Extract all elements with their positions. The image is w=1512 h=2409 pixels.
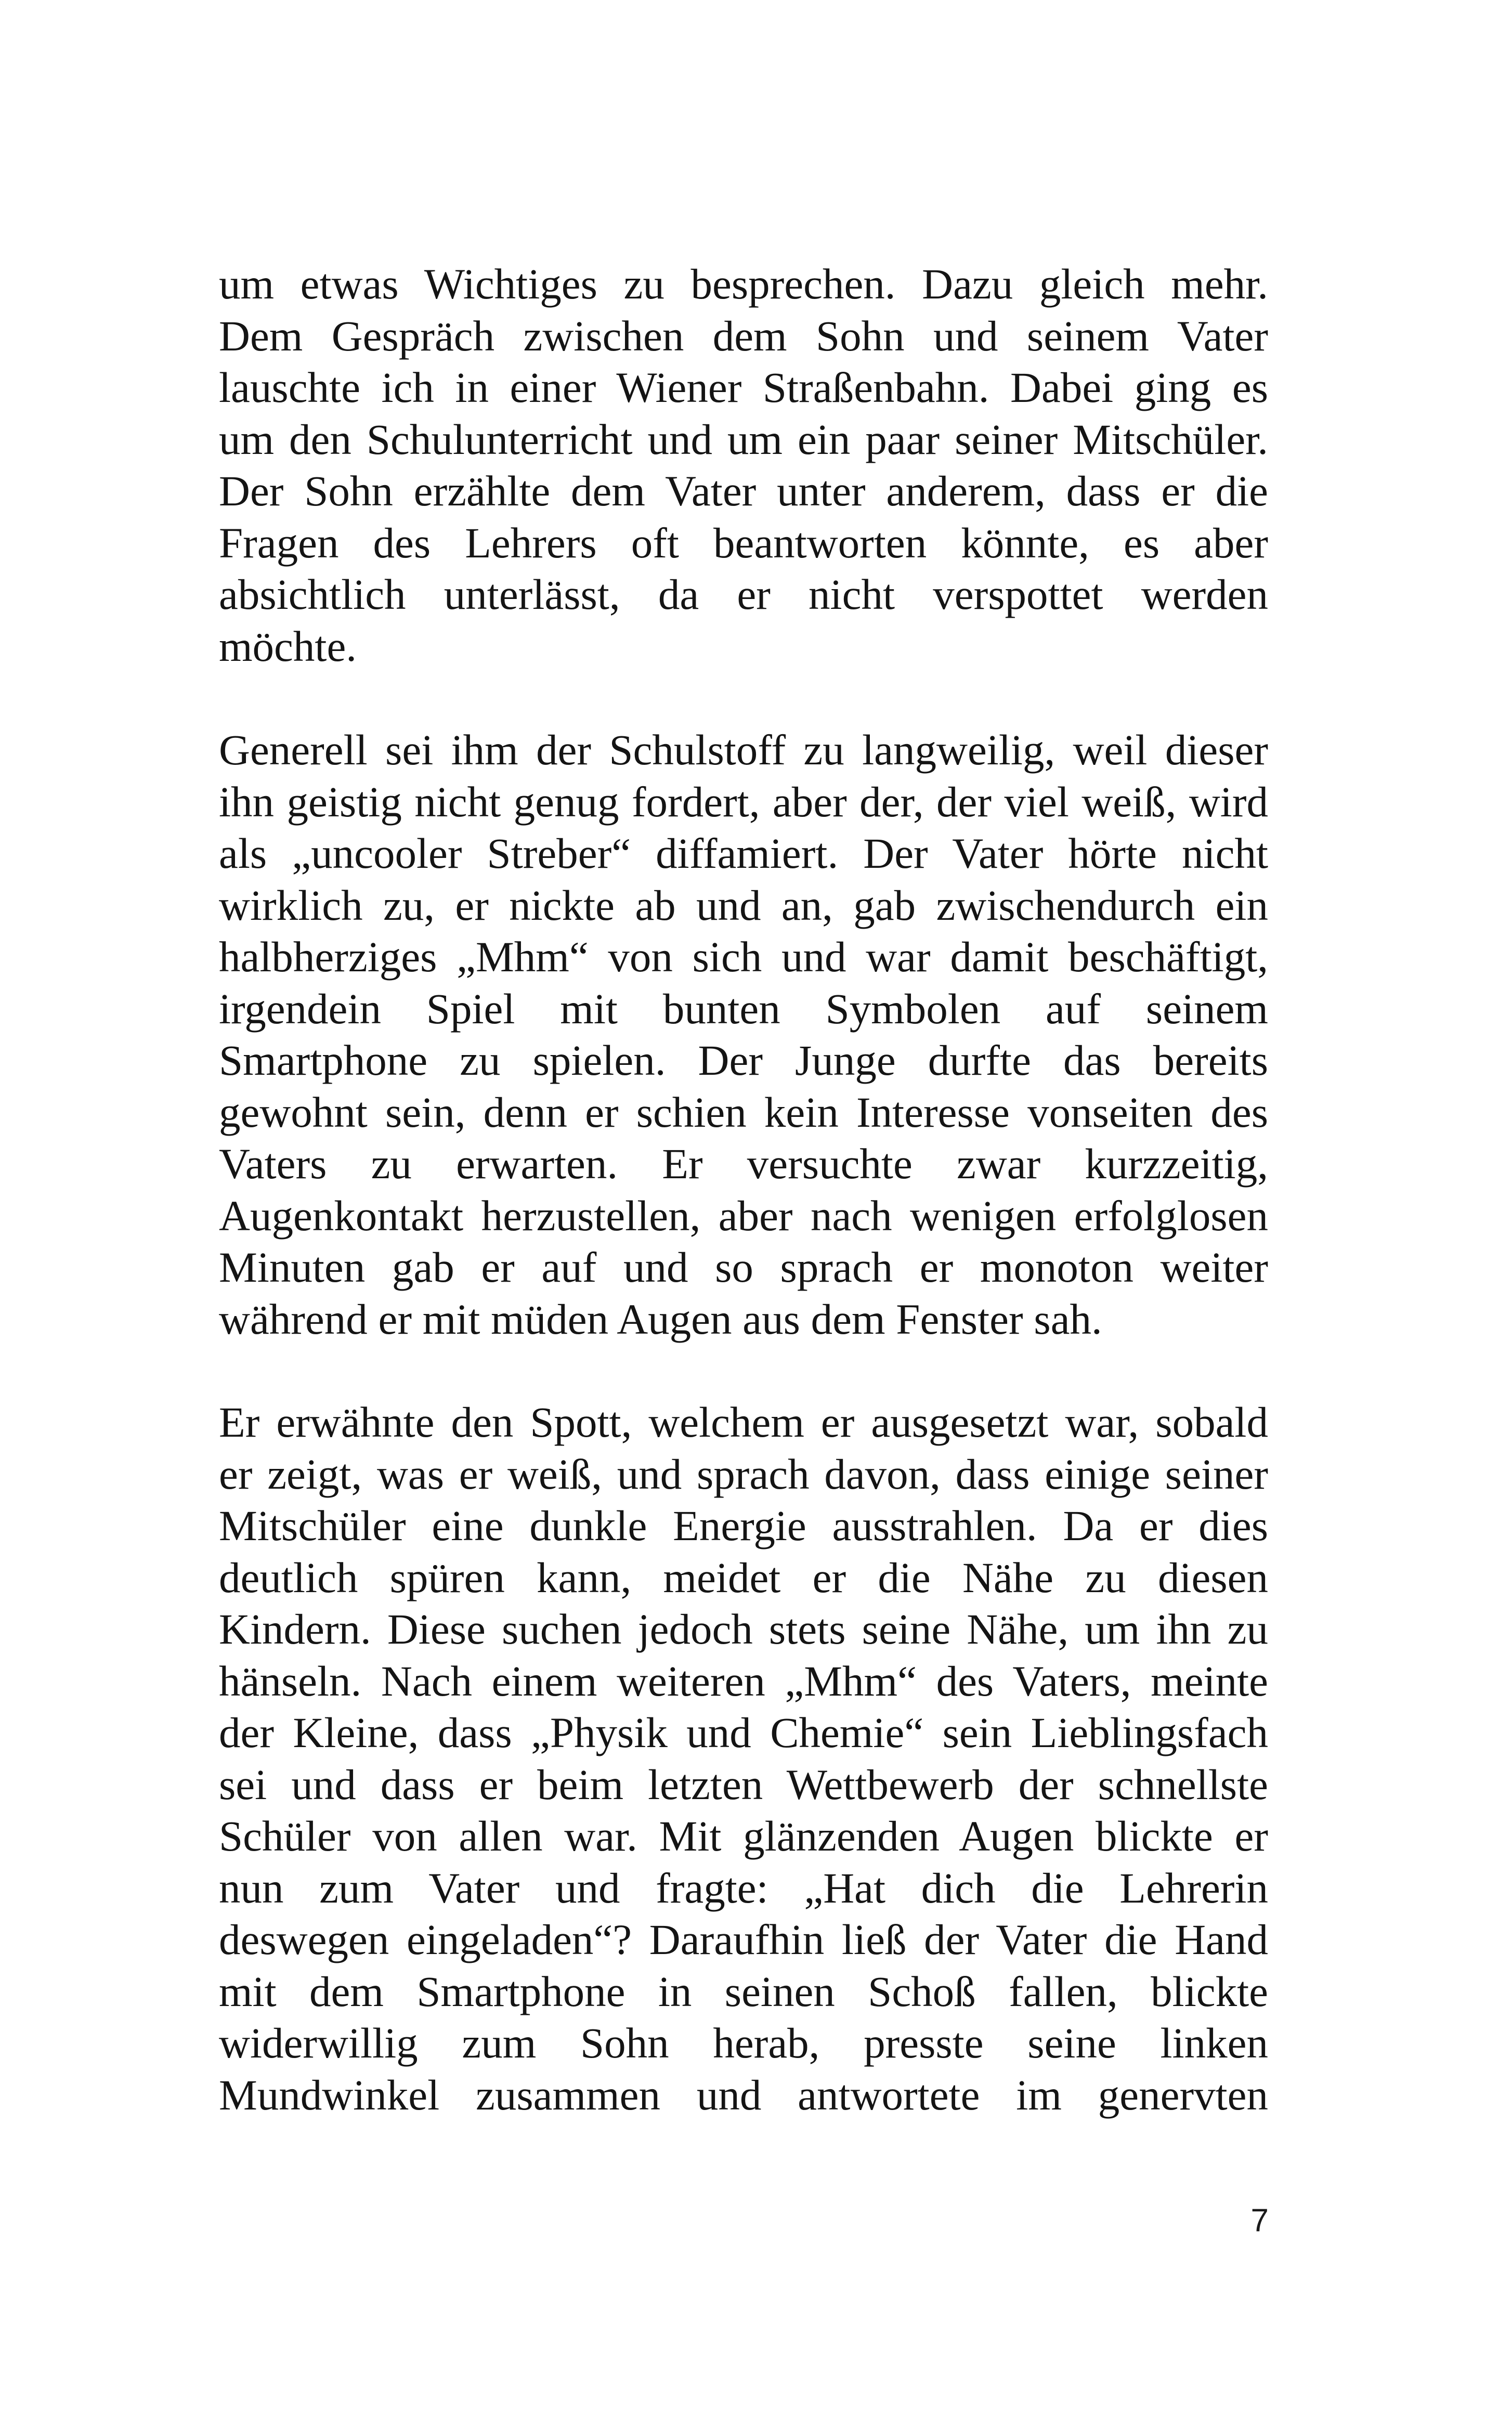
text-line: gewohnt sein, denn er schien kein Interesse vonseiten des bbox=[219, 1088, 1268, 1136]
text-line: als „uncooler Streber“ diffamiert. Der Vater hörte nicht bbox=[219, 829, 1268, 877]
text-line: Vaters zu erwarten. Er versuchte zwar kurzzeitig, bbox=[219, 1140, 1268, 1188]
text-line: Fragen des Lehrers oft beantworten könnte, es aber bbox=[219, 518, 1268, 567]
text-line: Minuten gab er auf und so sprach er monoton weiter bbox=[219, 1243, 1268, 1291]
text-line: absichtlich unterlässt, da er nicht verspottet werden bbox=[219, 570, 1268, 618]
text-line: hänseln. Nach einem weiteren „Mhm“ des Vaters, meinte bbox=[219, 1657, 1268, 1705]
text-line: Kindern. Diese suchen jedoch stets seine Nähe, um ihn zu bbox=[219, 1605, 1268, 1653]
text-line: möchte. bbox=[219, 622, 357, 670]
text-line: während er mit müden Augen aus dem Fenster sah. bbox=[219, 1295, 1102, 1343]
text-line: er zeigt, was er weiß, und sprach davon, dass einige seiner bbox=[219, 1450, 1268, 1498]
text-line: irgendein Spiel mit bunten Symbolen auf seinem bbox=[219, 984, 1268, 1033]
paragraph-3 bbox=[219, 1397, 1268, 2121]
text-line: Der Sohn erzählte dem Vater unter anderem, dass er die bbox=[219, 467, 1268, 515]
paragraph-2 bbox=[219, 724, 1268, 1345]
text-line: widerwillig zum Sohn herab, presste seine linken bbox=[219, 2019, 1268, 2067]
text-line: Mundwinkel zusammen und antwortete im genervten bbox=[219, 2071, 1268, 2119]
text-line: lauschte ich in einer Wiener Straßenbahn. Dabei ging es bbox=[219, 363, 1268, 411]
text-line: deswegen eingeladen“? Daraufhin ließ der Vater die Hand bbox=[219, 1916, 1268, 1963]
text-line: Dem Gespräch zwischen dem Sohn und seinem Vater bbox=[219, 311, 1268, 360]
text-line: nun zum Vater und fragte: „Hat dich die Lehrerin bbox=[219, 1864, 1268, 1912]
text-line: Mitschüler eine dunkle Energie ausstrahlen. Da er dies bbox=[219, 1502, 1268, 1549]
paragraph-1 bbox=[219, 258, 1268, 672]
text-line: ihn geistig nicht genug fordert, aber der, der viel weiß, wird bbox=[219, 777, 1268, 826]
text-line: Schüler von allen war. Mit glänzenden Augen blickte er bbox=[219, 1812, 1268, 1860]
text-line: um etwas Wichtiges zu besprechen. Dazu gleich mehr. bbox=[219, 260, 1268, 308]
text-line: wirklich zu, er nickte ab und an, gab zwischendurch ein bbox=[219, 881, 1268, 929]
text-line: halbherziges „Mhm“ von sich und war damit beschäftigt, bbox=[219, 933, 1268, 981]
text-line: Augenkontakt herzustellen, aber nach wenigen erfolglosen bbox=[219, 1191, 1268, 1240]
page-number: 7 bbox=[1250, 2203, 1269, 2238]
text-line: deutlich spüren kann, meidet er die Nähe zu diesen bbox=[219, 1553, 1268, 1601]
text-line: Er erwähnte den Spott, welchem er ausgesetzt war, sobald bbox=[219, 1398, 1268, 1446]
text-line: Smartphone zu spielen. Der Junge durfte das bereits bbox=[219, 1036, 1268, 1084]
text-line: der Kleine, dass „Physik und Chemie“ sein Lieblingsfach bbox=[219, 1709, 1268, 1756]
text-line: mit dem Smartphone in seinen Schoß fallen, blickte bbox=[219, 1967, 1268, 2015]
text-line: Generell sei ihm der Schulstoff zu langweilig, weil dieser bbox=[219, 726, 1268, 774]
text-line: sei und dass er beim letzten Wettbewerb der schnellste bbox=[219, 1760, 1268, 1808]
text-line: um den Schulunterricht und um ein paar seiner Mitschüler. bbox=[219, 415, 1268, 463]
